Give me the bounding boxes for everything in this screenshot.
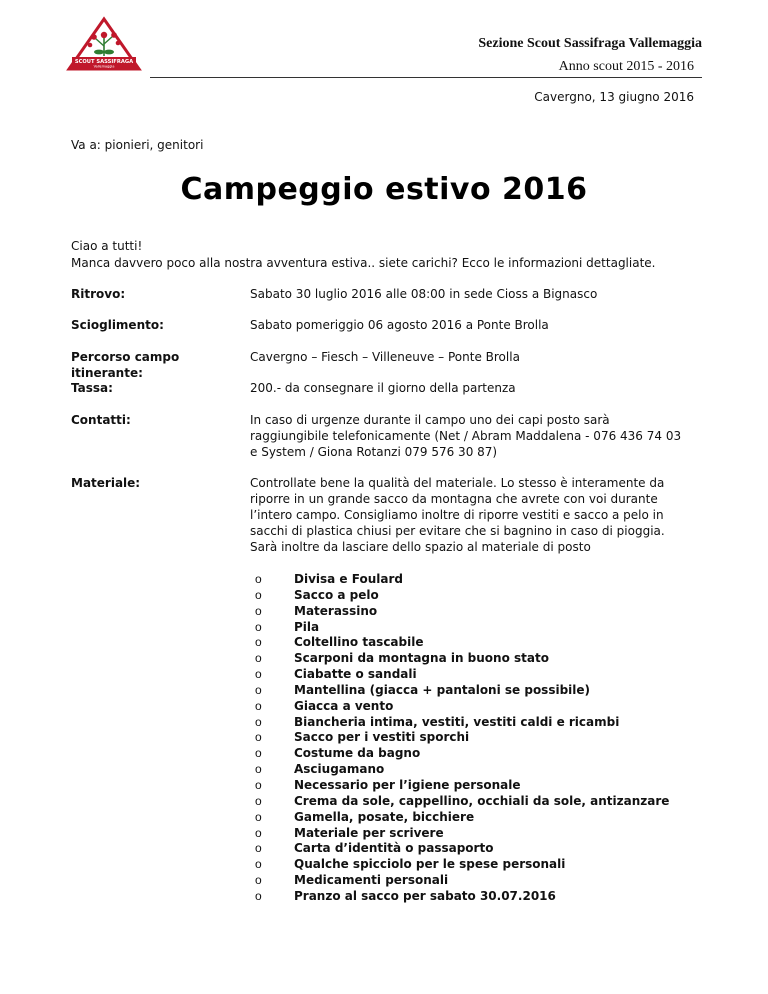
bullet-icon: o	[255, 651, 262, 666]
bullet-icon: o	[255, 698, 262, 713]
info-value: Sabato pomeriggio 06 agosto 2016 a Ponte Brolla	[250, 318, 549, 332]
info-value: Sabato 30 luglio 2016 alle 08:00 in sede Cioss a Bignasco	[250, 287, 598, 301]
scout-year: Anno scout 2015 - 2016	[558, 59, 694, 74]
scout-logo-graphic	[66, 16, 142, 72]
logo-flower	[101, 32, 107, 38]
info-label: Contatti:	[71, 413, 131, 427]
bullet-icon: o	[255, 730, 262, 745]
header-divider	[150, 77, 702, 78]
bullet-icon: o	[255, 587, 262, 602]
document-title: Campeggio estivo 2016	[180, 172, 588, 207]
greeting	[71, 238, 655, 272]
bullet-icon: o	[255, 857, 262, 872]
info-value: 200.- da consegnare il giorno della partenza	[250, 381, 516, 395]
info-value: Controllate bene la qualità del materiale. Lo stesso è interamente da riporre in un grande sacco da montagna che avrete con voi durante l’intero campo. Consigliamo inoltre di riporre vestiti e sacco a pelo in sacchi di plastica chiusi per evitare che si bagnino in caso di pioggia. Sarà inoltre da lasciare dello spazio al materiale di posto	[250, 476, 665, 554]
info-value: In caso di urgenze durante il campo uno dei capi posto sarà raggiungibile telefonicamente (Net / Abram Maddalena - 076 436 74 03 e System / Giona Rotanzi 079 576 30 87)	[250, 413, 682, 459]
bullet-icon: o	[255, 762, 262, 777]
greeting-line: Ciao a tutti!	[71, 239, 143, 253]
scout-logo	[66, 16, 142, 72]
greeting-line: Manca davvero poco alla nostra avventura estiva.. siete carichi? Ecco le informazioni dettagliate.	[71, 256, 656, 270]
bullet-icon: o	[255, 746, 262, 761]
info-label: Materiale:	[71, 476, 141, 490]
bullet-icon: o	[255, 572, 262, 586]
logo-text-bottom: Vallemaggia	[93, 64, 115, 69]
bullet-icon: o	[255, 873, 262, 888]
bullet-icon: o	[255, 714, 262, 729]
bullet-icon: o	[255, 825, 262, 840]
bullet-icon: o	[255, 603, 262, 618]
info-label: Scioglimento:	[71, 318, 164, 332]
bullet-icon: o	[255, 777, 262, 792]
place-date: Cavergno, 13 giugno 2016	[534, 90, 694, 104]
bullet-icon: o	[255, 841, 262, 856]
bullet-icon: o	[255, 667, 262, 682]
organization-name: Sezione Scout Sassifraga Vallemaggia	[478, 36, 702, 51]
bullet-icon: o	[255, 635, 262, 650]
bullet-icon: o	[255, 809, 262, 824]
info-label: Tassa:	[71, 381, 113, 395]
bullet-icon: o	[255, 619, 262, 634]
info-label: Percorso campo itinerante:	[71, 350, 180, 380]
info-value: Cavergno – Fiesch – Villeneuve – Ponte Brolla	[250, 350, 520, 364]
bullet-icon: o	[255, 793, 262, 808]
info-label: Ritrovo:	[71, 287, 126, 301]
logo-text-top: SCOUT SASSIFRAGA	[74, 59, 134, 65]
bullet-icon: o	[255, 888, 262, 903]
bullet-icon: o	[255, 682, 262, 697]
recipients: Va a: pionieri, genitori	[71, 138, 204, 152]
